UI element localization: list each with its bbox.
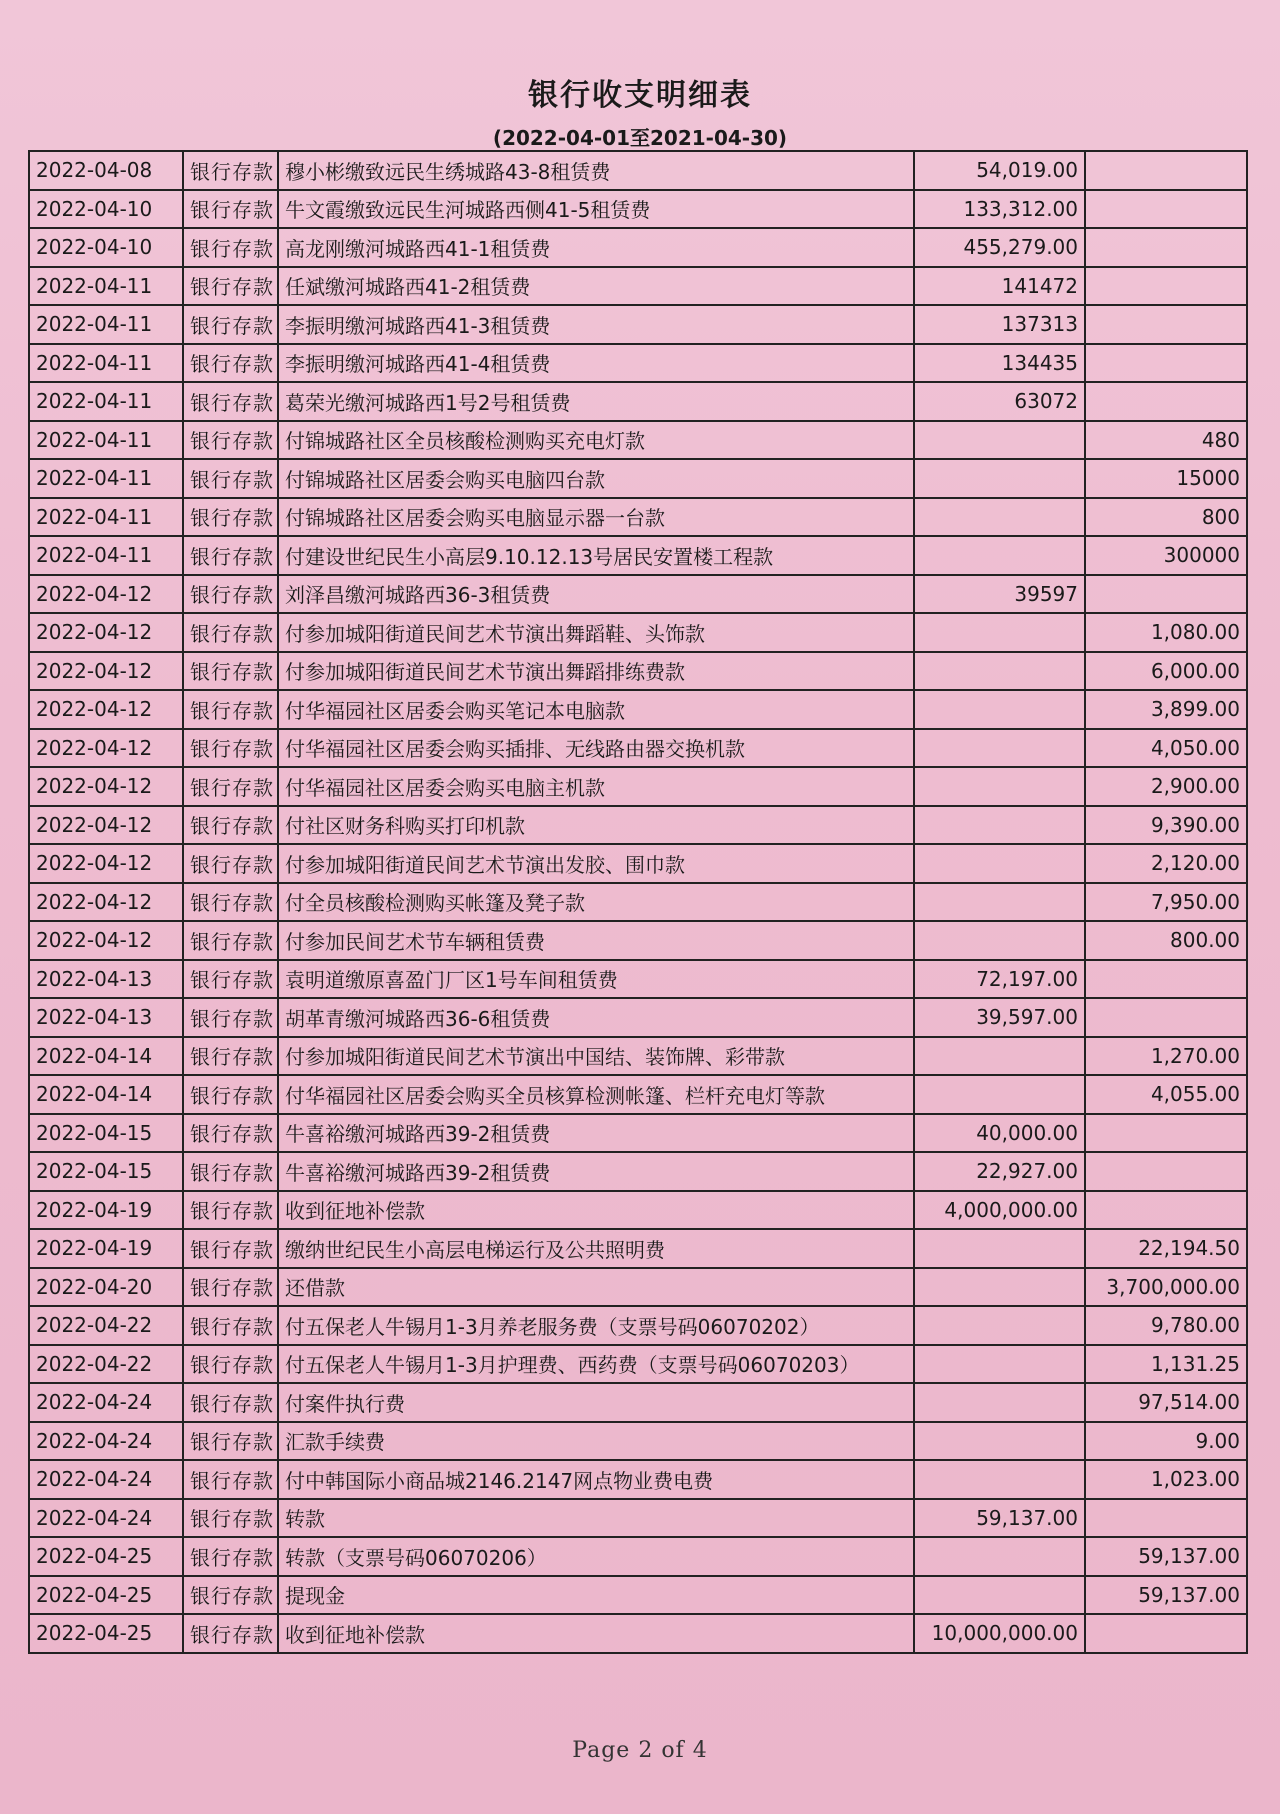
account-cell: 银行存款: [183, 228, 278, 267]
description-cell: 付五保老人牛锡月1-3月护理费、西药费（支票号码06070203）: [278, 1345, 914, 1384]
description-cell: 葛荣光缴河城路西1号2号租赁费: [278, 382, 914, 421]
expense-cell: 1,080.00: [1085, 613, 1247, 652]
account-cell: 银行存款: [183, 498, 278, 537]
table-row: [29, 844, 1247, 883]
date-cell: 2022-04-24: [29, 1422, 183, 1461]
date-cell: 2022-04-22: [29, 1345, 183, 1384]
expense-cell: 4,050.00: [1085, 729, 1247, 768]
date-cell: 2022-04-25: [29, 1537, 183, 1576]
description-cell: 缴纳世纪民生小高层电梯运行及公共照明费: [278, 1229, 914, 1268]
description-cell: 付华福园社区居委会购买笔记本电脑款: [278, 690, 914, 729]
description-cell: 牛文霞缴致远民生河城路西侧41-5租赁费: [278, 190, 914, 229]
income-cell: [914, 1576, 1085, 1615]
date-cell: 2022-04-11: [29, 421, 183, 460]
account-cell: 银行存款: [183, 1114, 278, 1153]
date-cell: 2022-04-11: [29, 382, 183, 421]
description-cell: 付五保老人牛锡月1-3月养老服务费（支票号码06070202）: [278, 1306, 914, 1345]
description-cell: 付全员核酸检测购买帐篷及凳子款: [278, 883, 914, 922]
date-cell: 2022-04-20: [29, 1268, 183, 1307]
expense-cell: 1,131.25: [1085, 1345, 1247, 1384]
description-cell: 牛喜裕缴河城路西39-2租赁费: [278, 1152, 914, 1191]
income-cell: [914, 1306, 1085, 1345]
date-cell: 2022-04-12: [29, 729, 183, 768]
account-cell: 银行存款: [183, 575, 278, 614]
expense-cell: [1085, 344, 1247, 383]
income-cell: 54,019.00: [914, 151, 1085, 190]
expense-cell: 3,700,000.00: [1085, 1268, 1247, 1307]
ledger-body: [29, 151, 1247, 1653]
period-range: (2022-04-01至2021-04-30): [492, 126, 788, 150]
table-row: [29, 1306, 1247, 1345]
expense-cell: [1085, 1499, 1247, 1538]
description-cell: 转款（支票号码06070206）: [278, 1537, 914, 1576]
description-cell: 任斌缴河城路西41-2租赁费: [278, 267, 914, 306]
income-cell: 72,197.00: [914, 960, 1085, 999]
description-cell: 收到征地补偿款: [278, 1614, 914, 1653]
date-cell: 2022-04-25: [29, 1614, 183, 1653]
description-cell: 高龙刚缴河城路西41-1租赁费: [278, 228, 914, 267]
account-cell: 银行存款: [183, 1037, 278, 1076]
expense-cell: 800: [1085, 498, 1247, 537]
date-cell: 2022-04-22: [29, 1306, 183, 1345]
account-cell: 银行存款: [183, 1499, 278, 1538]
description-cell: 牛喜裕缴河城路西39-2租赁费: [278, 1114, 914, 1153]
date-cell: 2022-04-12: [29, 844, 183, 883]
account-cell: 银行存款: [183, 613, 278, 652]
table-row: [29, 1537, 1247, 1576]
date-cell: 2022-04-13: [29, 998, 183, 1037]
account-cell: 银行存款: [183, 1152, 278, 1191]
table-row: [29, 1075, 1247, 1114]
expense-cell: 7,950.00: [1085, 883, 1247, 922]
income-cell: [914, 883, 1085, 922]
date-cell: 2022-04-11: [29, 459, 183, 498]
table-row: [29, 1345, 1247, 1384]
description-cell: 付中韩国际小商品城2146.2147网点物业费电费: [278, 1460, 914, 1499]
account-cell: 银行存款: [183, 1537, 278, 1576]
expense-cell: 2,900.00: [1085, 767, 1247, 806]
date-cell: 2022-04-12: [29, 806, 183, 845]
expense-cell: 800.00: [1085, 921, 1247, 960]
income-cell: [914, 1268, 1085, 1307]
expense-cell: [1085, 960, 1247, 999]
account-cell: 银行存款: [183, 844, 278, 883]
table-row: [29, 652, 1247, 691]
description-cell: 付参加城阳街道民间艺术节演出发胶、围巾款: [278, 844, 914, 883]
expense-cell: 9.00: [1085, 1422, 1247, 1461]
description-cell: 付建设世纪民生小高层9.10.12.13号居民安置楼工程款: [278, 536, 914, 575]
expense-cell: 59,137.00: [1085, 1576, 1247, 1615]
expense-cell: 1,023.00: [1085, 1460, 1247, 1499]
expense-cell: [1085, 998, 1247, 1037]
table-row: [29, 1614, 1247, 1653]
income-cell: [914, 1037, 1085, 1076]
table-row: [29, 190, 1247, 229]
income-cell: 39,597.00: [914, 998, 1085, 1037]
income-cell: 39597: [914, 575, 1085, 614]
income-cell: [914, 459, 1085, 498]
account-cell: 银行存款: [183, 151, 278, 190]
date-cell: 2022-04-19: [29, 1191, 183, 1230]
income-cell: 10,000,000.00: [914, 1614, 1085, 1653]
income-cell: 133,312.00: [914, 190, 1085, 229]
date-cell: 2022-04-11: [29, 267, 183, 306]
account-cell: 银行存款: [183, 267, 278, 306]
income-cell: 22,927.00: [914, 1152, 1085, 1191]
expense-cell: [1085, 575, 1247, 614]
income-cell: [914, 613, 1085, 652]
table-row: [29, 344, 1247, 383]
date-cell: 2022-04-10: [29, 190, 183, 229]
account-cell: 银行存款: [183, 998, 278, 1037]
page-title: 银行收支明细表: [528, 78, 752, 113]
income-cell: [914, 844, 1085, 883]
description-cell: 付锦城路社区全员核酸检测购买充电灯款: [278, 421, 914, 460]
description-cell: 刘泽昌缴河城路西36-3租赁费: [278, 575, 914, 614]
table-row: [29, 1422, 1247, 1461]
expense-cell: [1085, 1152, 1247, 1191]
ledger-table: [28, 150, 1248, 1654]
account-cell: 银行存款: [183, 883, 278, 922]
income-cell: 137313: [914, 305, 1085, 344]
income-cell: [914, 1383, 1085, 1422]
table-row: [29, 421, 1247, 460]
account-cell: 银行存款: [183, 1306, 278, 1345]
expense-cell: 2,120.00: [1085, 844, 1247, 883]
account-cell: 银行存款: [183, 1460, 278, 1499]
expense-cell: 480: [1085, 421, 1247, 460]
date-cell: 2022-04-11: [29, 498, 183, 537]
expense-cell: [1085, 382, 1247, 421]
account-cell: 银行存款: [183, 690, 278, 729]
account-cell: 银行存款: [183, 1229, 278, 1268]
table-row: [29, 1383, 1247, 1422]
account-cell: 银行存款: [183, 960, 278, 999]
account-cell: 银行存款: [183, 344, 278, 383]
description-cell: 胡革青缴河城路西36-6租赁费: [278, 998, 914, 1037]
expense-cell: 9,780.00: [1085, 1306, 1247, 1345]
date-cell: 2022-04-14: [29, 1037, 183, 1076]
table-row: [29, 1229, 1247, 1268]
date-cell: 2022-04-08: [29, 151, 183, 190]
table-row: [29, 767, 1247, 806]
account-cell: 银行存款: [183, 1075, 278, 1114]
date-cell: 2022-04-14: [29, 1075, 183, 1114]
description-cell: 还借款: [278, 1268, 914, 1307]
expense-cell: 59,137.00: [1085, 1537, 1247, 1576]
expense-cell: [1085, 1114, 1247, 1153]
date-cell: 2022-04-24: [29, 1460, 183, 1499]
table-row: [29, 883, 1247, 922]
description-cell: 付参加城阳街道民间艺术节演出舞蹈排练费款: [278, 652, 914, 691]
table-row: [29, 1499, 1247, 1538]
expense-cell: [1085, 267, 1247, 306]
table-row: [29, 1576, 1247, 1615]
income-cell: 63072: [914, 382, 1085, 421]
table-row: [29, 267, 1247, 306]
account-cell: 银行存款: [183, 921, 278, 960]
table-row: [29, 806, 1247, 845]
table-row: [29, 1037, 1247, 1076]
description-cell: 付参加民间艺术节车辆租赁费: [278, 921, 914, 960]
table-row: [29, 921, 1247, 960]
account-cell: 银行存款: [183, 1614, 278, 1653]
table-row: [29, 498, 1247, 537]
expense-cell: [1085, 190, 1247, 229]
income-cell: 455,279.00: [914, 228, 1085, 267]
description-cell: 转款: [278, 1499, 914, 1538]
date-cell: 2022-04-12: [29, 652, 183, 691]
income-cell: [914, 806, 1085, 845]
income-cell: [914, 1229, 1085, 1268]
account-cell: 银行存款: [183, 767, 278, 806]
description-cell: 付案件执行费: [278, 1383, 914, 1422]
income-cell: [914, 498, 1085, 537]
date-cell: 2022-04-19: [29, 1229, 183, 1268]
income-cell: [914, 767, 1085, 806]
account-cell: 银行存款: [183, 305, 278, 344]
date-cell: 2022-04-12: [29, 767, 183, 806]
expense-cell: 4,055.00: [1085, 1075, 1247, 1114]
table-row: [29, 613, 1247, 652]
account-cell: 银行存款: [183, 806, 278, 845]
account-cell: 银行存款: [183, 1576, 278, 1615]
account-cell: 银行存款: [183, 1345, 278, 1384]
date-cell: 2022-04-12: [29, 690, 183, 729]
income-cell: [914, 536, 1085, 575]
date-cell: 2022-04-11: [29, 305, 183, 344]
table-row: [29, 382, 1247, 421]
account-cell: 银行存款: [183, 1268, 278, 1307]
table-row: [29, 228, 1247, 267]
table-row: [29, 1268, 1247, 1307]
income-cell: [914, 652, 1085, 691]
page-number: Page 2 of 4: [572, 1738, 708, 1763]
description-cell: 收到征地补偿款: [278, 1191, 914, 1230]
table-row: [29, 1191, 1247, 1230]
description-cell: 付参加城阳街道民间艺术节演出舞蹈鞋、头饰款: [278, 613, 914, 652]
account-cell: 银行存款: [183, 652, 278, 691]
income-cell: [914, 1537, 1085, 1576]
date-cell: 2022-04-24: [29, 1383, 183, 1422]
income-cell: 59,137.00: [914, 1499, 1085, 1538]
table-row: [29, 459, 1247, 498]
date-cell: 2022-04-13: [29, 960, 183, 999]
table-row: [29, 998, 1247, 1037]
account-cell: 银行存款: [183, 1422, 278, 1461]
expense-cell: 6,000.00: [1085, 652, 1247, 691]
description-cell: 汇款手续费: [278, 1422, 914, 1461]
date-cell: 2022-04-12: [29, 575, 183, 614]
description-cell: 付参加城阳街道民间艺术节演出中国结、装饰牌、彩带款: [278, 1037, 914, 1076]
table-row: [29, 1114, 1247, 1153]
expense-cell: 22,194.50: [1085, 1229, 1247, 1268]
account-cell: 银行存款: [183, 421, 278, 460]
expense-cell: 15000: [1085, 459, 1247, 498]
income-cell: [914, 421, 1085, 460]
income-cell: [914, 690, 1085, 729]
table-row: [29, 1152, 1247, 1191]
description-cell: 付锦城路社区居委会购买电脑四台款: [278, 459, 914, 498]
description-cell: 付华福园社区居委会购买全员核算检测帐篷、栏杆充电灯等款: [278, 1075, 914, 1114]
income-cell: [914, 1422, 1085, 1461]
income-cell: [914, 1460, 1085, 1499]
income-cell: [914, 1075, 1085, 1114]
description-cell: 付锦城路社区居委会购买电脑显示器一台款: [278, 498, 914, 537]
account-cell: 银行存款: [183, 382, 278, 421]
description-cell: 提现金: [278, 1576, 914, 1615]
expense-cell: 97,514.00: [1085, 1383, 1247, 1422]
income-cell: [914, 729, 1085, 768]
expense-cell: [1085, 151, 1247, 190]
description-cell: 袁明道缴原喜盈门厂区1号车间租赁费: [278, 960, 914, 999]
description-cell: 付社区财务科购买打印机款: [278, 806, 914, 845]
expense-cell: [1085, 1614, 1247, 1653]
table-row: [29, 151, 1247, 190]
date-cell: 2022-04-15: [29, 1152, 183, 1191]
expense-cell: [1085, 1191, 1247, 1230]
description-cell: 付华福园社区居委会购买插排、无线路由器交换机款: [278, 729, 914, 768]
date-cell: 2022-04-15: [29, 1114, 183, 1153]
table-row: [29, 575, 1247, 614]
description-cell: 付华福园社区居委会购买电脑主机款: [278, 767, 914, 806]
account-cell: 银行存款: [183, 1191, 278, 1230]
income-cell: [914, 921, 1085, 960]
account-cell: 银行存款: [183, 729, 278, 768]
expense-cell: [1085, 228, 1247, 267]
account-cell: 银行存款: [183, 190, 278, 229]
table-row: [29, 536, 1247, 575]
expense-cell: 3,899.00: [1085, 690, 1247, 729]
table-row: [29, 729, 1247, 768]
date-cell: 2022-04-12: [29, 613, 183, 652]
income-cell: 141472: [914, 267, 1085, 306]
table-row: [29, 690, 1247, 729]
date-cell: 2022-04-25: [29, 1576, 183, 1615]
table-row: [29, 1460, 1247, 1499]
date-cell: 2022-04-12: [29, 921, 183, 960]
date-cell: 2022-04-11: [29, 536, 183, 575]
date-cell: 2022-04-24: [29, 1499, 183, 1538]
income-cell: 40,000.00: [914, 1114, 1085, 1153]
table-row: [29, 305, 1247, 344]
account-cell: 银行存款: [183, 536, 278, 575]
expense-cell: 300000: [1085, 536, 1247, 575]
description-cell: 穆小彬缴致远民生绣城路43-8租赁费: [278, 151, 914, 190]
income-cell: [914, 1345, 1085, 1384]
table-row: [29, 960, 1247, 999]
account-cell: 银行存款: [183, 459, 278, 498]
expense-cell: 1,270.00: [1085, 1037, 1247, 1076]
expense-cell: [1085, 305, 1247, 344]
date-cell: 2022-04-10: [29, 228, 183, 267]
description-cell: 李振明缴河城路西41-3租赁费: [278, 305, 914, 344]
description-cell: 李振明缴河城路西41-4租赁费: [278, 344, 914, 383]
date-cell: 2022-04-11: [29, 344, 183, 383]
account-cell: 银行存款: [183, 1383, 278, 1422]
income-cell: 4,000,000.00: [914, 1191, 1085, 1230]
income-cell: 134435: [914, 344, 1085, 383]
date-cell: 2022-04-12: [29, 883, 183, 922]
expense-cell: 9,390.00: [1085, 806, 1247, 845]
